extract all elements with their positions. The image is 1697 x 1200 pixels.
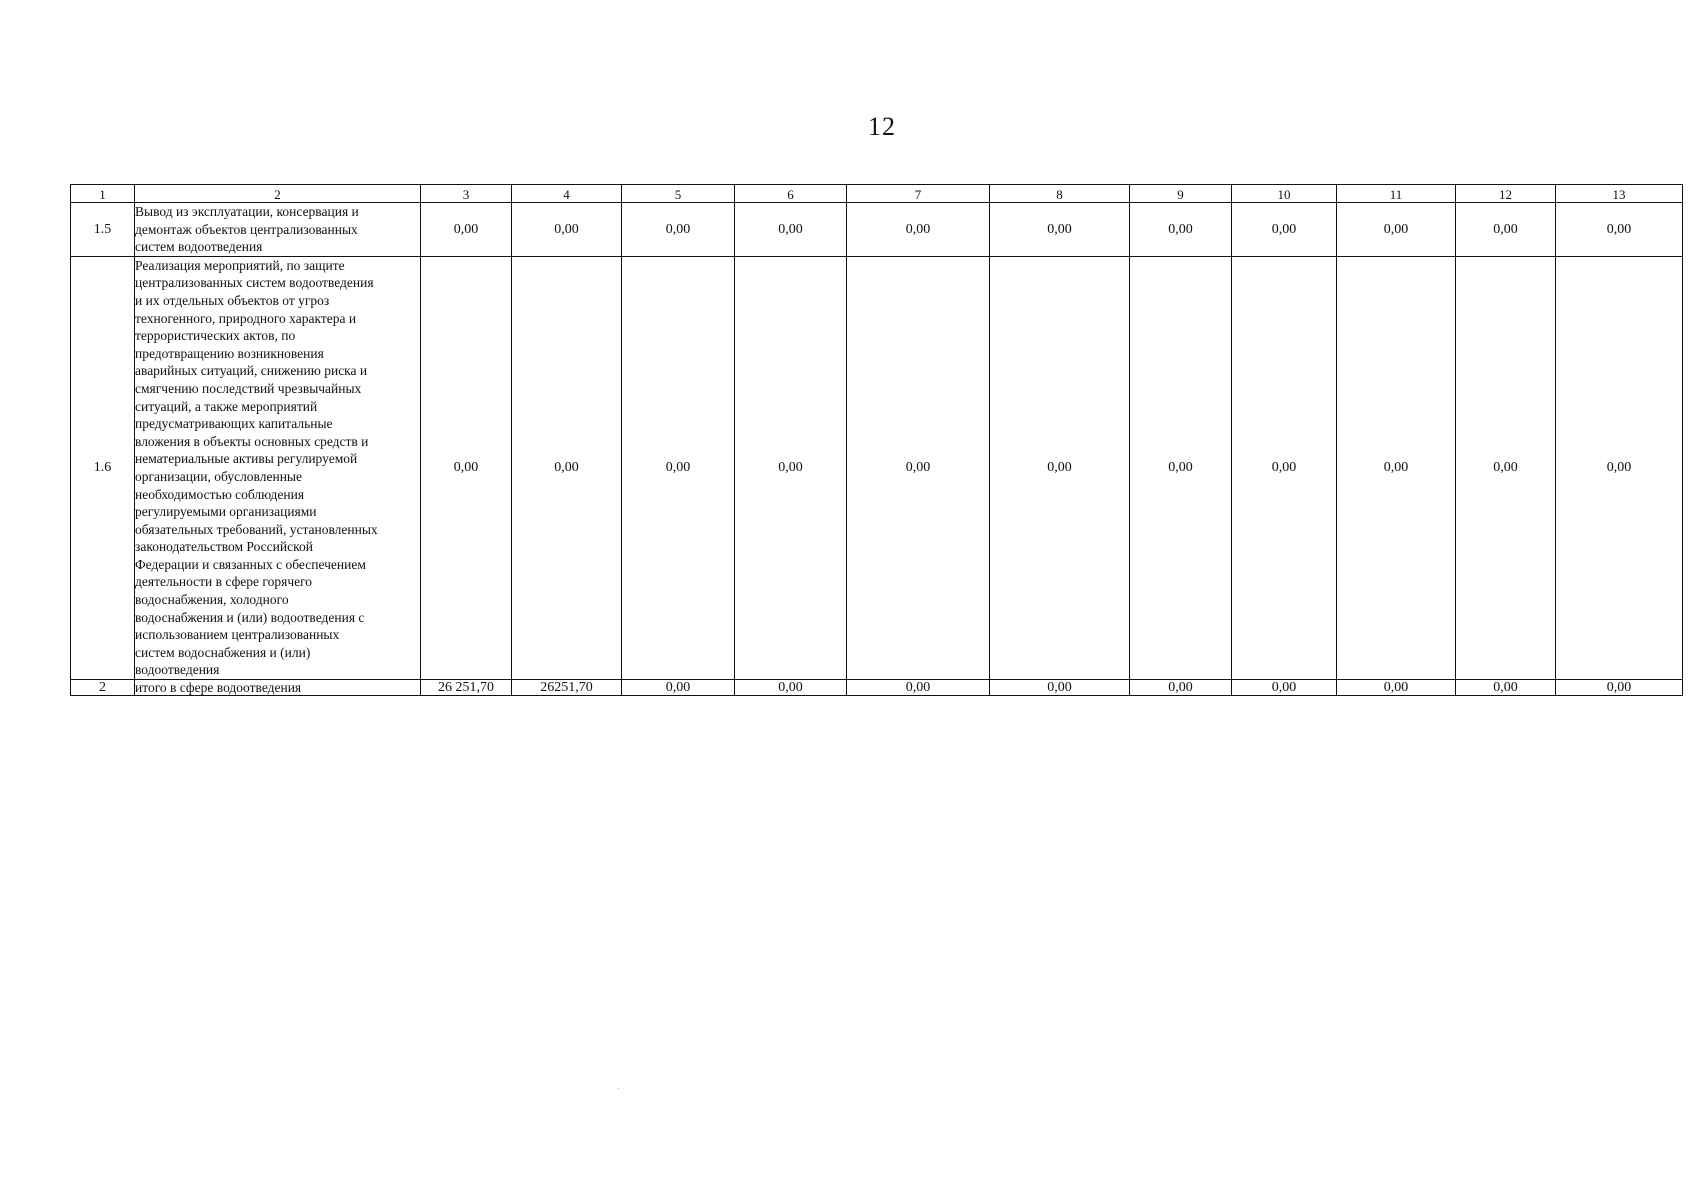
column-number-row [71, 185, 1683, 203]
value-cell: 0,00 [421, 203, 512, 257]
value-cell: 0,00 [990, 256, 1130, 679]
value-cell: 0,00 [1337, 680, 1456, 696]
total-row [71, 680, 1683, 696]
column-header: 13 [1556, 185, 1683, 203]
value-cell: 0,00 [990, 203, 1130, 257]
value-cell: 0,00 [1337, 256, 1456, 679]
value-cell: 0,00 [847, 203, 990, 257]
value-cell: 0,00 [847, 680, 990, 696]
value-cell: 0,00 [512, 256, 622, 679]
table-row [71, 203, 1683, 257]
value-cell: 0,00 [1232, 203, 1337, 257]
scan-speck [618, 1088, 619, 1089]
table-row [71, 256, 1683, 679]
value-cell: 26251,70 [512, 680, 622, 696]
value-cell: 0,00 [1130, 203, 1232, 257]
column-header: 1 [71, 185, 135, 203]
row-description: Реализация мероприятий, по защите централизованных систем водоотведения и их отдельных объектов от угроз техногенного, природного характера и террористических актов, по предотвращению возникновения аварийных ситуаций, снижению риска и смягчению последствий чрезвычайных ситуаций, а также мероприятий предусматривающих капитальные вложения в объекты основных средств и нематериальные активы регулируемой организации, обусловленные необходимостью соблюдения регулируемыми организациями обязательных требований, установленных законодательством Российской Федерации и связанных с обеспечением деятельности в сфере горячего водоснабжения, холодного водоснабжения и (или) водоотведения с использованием централизованных систем водоснабжения и (или) водоотведения [135, 256, 421, 679]
column-header: 12 [1456, 185, 1556, 203]
value-cell: 0,00 [1130, 256, 1232, 679]
value-cell: 0,00 [622, 256, 735, 679]
value-cell: 0,00 [512, 203, 622, 257]
value-cell: 0,00 [1337, 203, 1456, 257]
page-number: 12 [868, 112, 896, 141]
value-cell: 0,00 [735, 203, 847, 257]
column-header: 8 [990, 185, 1130, 203]
value-cell: 26 251,70 [421, 680, 512, 696]
column-header: 6 [735, 185, 847, 203]
value-cell: 0,00 [735, 680, 847, 696]
value-cell: 0,00 [1232, 680, 1337, 696]
value-cell: 0,00 [735, 256, 847, 679]
row-description: Вывод из эксплуатации, консервация и демонтаж объектов централизованных систем водоотведения [135, 203, 421, 257]
column-header: 2 [135, 185, 421, 203]
value-cell: 0,00 [1556, 680, 1683, 696]
value-cell: 0,00 [847, 256, 990, 679]
row-description: итого в сфере водоотведения [135, 680, 421, 696]
value-cell: 0,00 [1556, 256, 1683, 679]
column-header: 5 [622, 185, 735, 203]
column-header: 11 [1337, 185, 1456, 203]
value-cell: 0,00 [622, 203, 735, 257]
value-cell: 0,00 [1232, 256, 1337, 679]
column-header: 9 [1130, 185, 1232, 203]
row-number: 2 [71, 680, 135, 696]
column-header: 3 [421, 185, 512, 203]
value-cell: 0,00 [1456, 203, 1556, 257]
value-cell: 0,00 [1456, 256, 1556, 679]
value-cell: 0,00 [421, 256, 512, 679]
value-cell: 0,00 [1456, 680, 1556, 696]
investment-table [70, 184, 1683, 696]
column-header: 7 [847, 185, 990, 203]
column-header: 4 [512, 185, 622, 203]
value-cell: 0,00 [1556, 203, 1683, 257]
value-cell: 0,00 [990, 680, 1130, 696]
value-cell: 0,00 [622, 680, 735, 696]
value-cell: 0,00 [1130, 680, 1232, 696]
row-number: 1.5 [71, 203, 135, 257]
column-header: 10 [1232, 185, 1337, 203]
row-number: 1.6 [71, 256, 135, 679]
